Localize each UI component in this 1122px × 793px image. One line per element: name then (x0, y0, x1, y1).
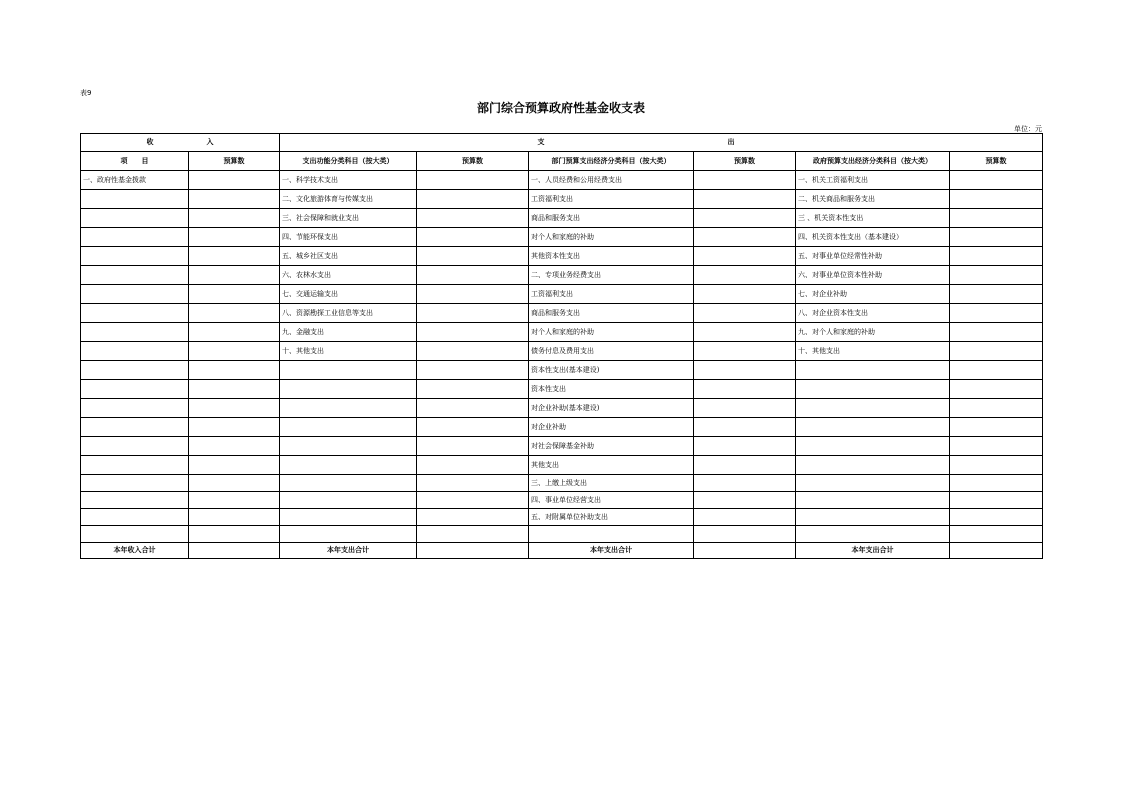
func-class-cell: 五、城乡社区支出 (280, 247, 417, 266)
gov-econ-cell (796, 361, 950, 380)
expense-group-header (280, 134, 1043, 152)
func-budget-cell (417, 171, 529, 190)
dept-budget-cell (694, 526, 796, 543)
gov-econ-cell (796, 526, 950, 543)
col-header-budget-3: 预算数 (694, 152, 796, 171)
func-class-cell: 四、节能环保支出 (280, 228, 417, 247)
dept-econ-cell: 四、事业单位经营支出 (529, 492, 694, 509)
gov-budget-cell (950, 418, 1043, 437)
table-row (81, 418, 1043, 437)
gov-budget-cell (950, 492, 1043, 509)
gov-econ-cell (796, 475, 950, 492)
dept-budget-cell (694, 437, 796, 456)
income-group-header (81, 134, 280, 152)
table-row (81, 380, 1043, 399)
table-row (81, 361, 1043, 380)
col-header-budget-2: 预算数 (417, 152, 529, 171)
dept-econ-cell: 商品和服务支出 (529, 304, 694, 323)
gov-budget-cell (950, 475, 1043, 492)
func-budget-cell (417, 456, 529, 475)
income-item-cell (81, 361, 189, 380)
table-row (81, 209, 1043, 228)
dept-budget-cell (694, 475, 796, 492)
gov-econ-cell (796, 492, 950, 509)
income-budget-cell (189, 190, 280, 209)
func-class-cell: 二、文化旅游体育与传媒支出 (280, 190, 417, 209)
dept-budget-cell (694, 285, 796, 304)
unit-label: 单位：元 (1014, 125, 1042, 133)
gov-budget-cell (950, 342, 1043, 361)
dept-econ-cell (529, 526, 694, 543)
income-total-label: 本年收入合计 (81, 543, 189, 559)
func-class-cell: 七、交通运输支出 (280, 285, 417, 304)
gov-econ-cell: 三 、机关资本性支出 (796, 209, 950, 228)
income-budget-cell (189, 266, 280, 285)
col-header-gov-econ: 政府预算支出经济分类科目（按大类） (796, 152, 950, 171)
func-budget-cell (417, 323, 529, 342)
gov-econ-cell (796, 380, 950, 399)
gov-budget-cell (950, 509, 1043, 526)
gov-total-value (950, 543, 1043, 559)
func-budget-cell (417, 266, 529, 285)
func-class-cell (280, 475, 417, 492)
table-row (81, 456, 1043, 475)
gov-econ-cell: 二、机关商品和服务支出 (796, 190, 950, 209)
func-total-label: 本年支出合计 (280, 543, 417, 559)
dept-budget-cell (694, 456, 796, 475)
expense-group-label-a: 支 (537, 138, 545, 146)
budget-table (80, 133, 1043, 559)
func-class-cell (280, 437, 417, 456)
dept-econ-cell: 资本性支出(基本建设) (529, 361, 694, 380)
dept-econ-cell: 债务付息及费用支出 (529, 342, 694, 361)
income-budget-cell (189, 228, 280, 247)
func-class-cell (280, 492, 417, 509)
income-item-cell (81, 304, 189, 323)
dept-econ-cell: 工资福利支出 (529, 285, 694, 304)
dept-budget-cell (694, 492, 796, 509)
gov-econ-cell: 一、机关工资福利支出 (796, 171, 950, 190)
gov-budget-cell (950, 361, 1043, 380)
gov-budget-cell (950, 285, 1043, 304)
income-item-cell: 一、政府性基金拨款 (81, 171, 189, 190)
func-budget-cell (417, 361, 529, 380)
income-budget-cell (189, 323, 280, 342)
gov-budget-cell (950, 399, 1043, 418)
gov-econ-cell (796, 509, 950, 526)
income-item-cell (81, 509, 189, 526)
table-row (81, 399, 1043, 418)
gov-budget-cell (950, 171, 1043, 190)
func-total-value (417, 543, 529, 559)
func-budget-cell (417, 247, 529, 266)
gov-budget-cell (950, 209, 1043, 228)
table-row (81, 526, 1043, 543)
income-item-cell (81, 209, 189, 228)
gov-econ-cell (796, 456, 950, 475)
income-budget-cell (189, 380, 280, 399)
dept-econ-cell: 一、人员经费和公用经费支出 (529, 171, 694, 190)
income-budget-cell (189, 475, 280, 492)
func-budget-cell (417, 190, 529, 209)
func-class-cell (280, 418, 417, 437)
income-budget-cell (189, 456, 280, 475)
table-row (81, 171, 1043, 190)
gov-budget-cell (950, 304, 1043, 323)
func-class-cell (280, 509, 417, 526)
income-item-cell (81, 190, 189, 209)
dept-budget-cell (694, 190, 796, 209)
dept-total-label: 本年支出合计 (529, 543, 694, 559)
dept-econ-cell: 其他支出 (529, 456, 694, 475)
gov-budget-cell (950, 526, 1043, 543)
dept-budget-cell (694, 342, 796, 361)
income-group-label-b: 入 (206, 138, 214, 146)
gov-econ-cell (796, 437, 950, 456)
dept-econ-cell: 对企业补助 (529, 418, 694, 437)
func-budget-cell (417, 526, 529, 543)
income-budget-cell (189, 361, 280, 380)
income-item-cell (81, 323, 189, 342)
dept-econ-cell: 对社会保障基金补助 (529, 437, 694, 456)
col-header-budget-1: 预算数 (189, 152, 280, 171)
table-row (81, 190, 1043, 209)
income-budget-cell (189, 492, 280, 509)
income-budget-cell (189, 209, 280, 228)
income-item-cell (81, 418, 189, 437)
dept-econ-cell: 对企业补助(基本建设) (529, 399, 694, 418)
gov-budget-cell (950, 266, 1043, 285)
func-budget-cell (417, 437, 529, 456)
gov-budget-cell (950, 323, 1043, 342)
expense-group-label-b: 出 (727, 138, 735, 146)
table-row (81, 247, 1043, 266)
dept-econ-cell: 对个人和家庭的补助 (529, 228, 694, 247)
dept-budget-cell (694, 228, 796, 247)
gov-econ-cell: 八、对企业资本性支出 (796, 304, 950, 323)
dept-budget-cell (694, 304, 796, 323)
gov-budget-cell (950, 437, 1043, 456)
income-item-cell (81, 526, 189, 543)
income-budget-cell (189, 509, 280, 526)
total-row (81, 543, 1043, 559)
income-budget-cell (189, 247, 280, 266)
dept-budget-cell (694, 380, 796, 399)
income-budget-cell (189, 399, 280, 418)
dept-econ-cell: 五、对附属单位补助支出 (529, 509, 694, 526)
func-budget-cell (417, 228, 529, 247)
gov-budget-cell (950, 190, 1043, 209)
income-item-cell (81, 475, 189, 492)
func-budget-cell (417, 304, 529, 323)
func-budget-cell (417, 399, 529, 418)
income-item-cell (81, 266, 189, 285)
income-budget-cell (189, 437, 280, 456)
col-header-dept-econ: 部门预算支出经济分类科目（按大类） (529, 152, 694, 171)
dept-econ-cell: 二、专项业务经费支出 (529, 266, 694, 285)
func-class-cell: 六、农林水支出 (280, 266, 417, 285)
dept-budget-cell (694, 361, 796, 380)
col-header-item: 项 目 (81, 152, 189, 171)
column-header-row (81, 152, 1043, 171)
gov-budget-cell (950, 380, 1043, 399)
func-class-cell: 八、资源勘探工业信息等支出 (280, 304, 417, 323)
func-class-cell: 三、社会保障和就业支出 (280, 209, 417, 228)
table-row (81, 437, 1043, 456)
income-budget-cell (189, 342, 280, 361)
income-item-cell (81, 437, 189, 456)
func-budget-cell (417, 285, 529, 304)
table-row (81, 266, 1043, 285)
col-header-budget-4: 预算数 (950, 152, 1043, 171)
income-item-cell (81, 247, 189, 266)
gov-econ-cell: 五、对事业单位经常性补助 (796, 247, 950, 266)
func-class-cell: 一、科学技术支出 (280, 171, 417, 190)
table-row (81, 323, 1043, 342)
income-total-value (189, 543, 280, 559)
dept-budget-cell (694, 247, 796, 266)
dept-budget-cell (694, 266, 796, 285)
func-class-cell (280, 399, 417, 418)
income-budget-cell (189, 171, 280, 190)
func-budget-cell (417, 492, 529, 509)
income-group-label-a: 收 (146, 138, 154, 146)
gov-total-label: 本年支出合计 (796, 543, 950, 559)
dept-econ-cell: 三、上缴上级支出 (529, 475, 694, 492)
dept-budget-cell (694, 323, 796, 342)
dept-budget-cell (694, 399, 796, 418)
dept-budget-cell (694, 171, 796, 190)
gov-econ-cell (796, 418, 950, 437)
table-row (81, 228, 1043, 247)
income-item-cell (81, 285, 189, 304)
gov-econ-cell: 十、其他支出 (796, 342, 950, 361)
income-item-cell (81, 456, 189, 475)
col-header-func-class: 支出功能分类科目（按大类） (280, 152, 417, 171)
table-row (81, 492, 1043, 509)
func-budget-cell (417, 418, 529, 437)
income-budget-cell (189, 304, 280, 323)
income-item-cell (81, 492, 189, 509)
income-item-cell (81, 399, 189, 418)
dept-budget-cell (694, 418, 796, 437)
table-row (81, 285, 1043, 304)
func-budget-cell (417, 475, 529, 492)
dept-econ-cell: 其他资本性支出 (529, 247, 694, 266)
income-item-cell (81, 342, 189, 361)
group-header-row (81, 134, 1043, 152)
income-item-cell (81, 380, 189, 399)
dept-total-value (694, 543, 796, 559)
table-row (81, 509, 1043, 526)
gov-econ-cell: 九、对个人和家庭的补助 (796, 323, 950, 342)
func-class-cell: 十、其他支出 (280, 342, 417, 361)
gov-budget-cell (950, 228, 1043, 247)
func-budget-cell (417, 342, 529, 361)
table-row (81, 342, 1043, 361)
func-class-cell: 九、金融支出 (280, 323, 417, 342)
dept-econ-cell: 资本性支出 (529, 380, 694, 399)
gov-econ-cell (796, 399, 950, 418)
dept-econ-cell: 对个人和家庭的补助 (529, 323, 694, 342)
dept-budget-cell (694, 209, 796, 228)
func-budget-cell (417, 380, 529, 399)
dept-econ-cell: 工资福利支出 (529, 190, 694, 209)
gov-budget-cell (950, 247, 1043, 266)
page-title: 部门综合预算政府性基金收支表 (476, 101, 645, 115)
income-budget-cell (189, 418, 280, 437)
func-budget-cell (417, 209, 529, 228)
func-class-cell (280, 380, 417, 399)
gov-econ-cell: 六、对事业单位资本性补助 (796, 266, 950, 285)
func-class-cell (280, 526, 417, 543)
table-row (81, 304, 1043, 323)
func-budget-cell (417, 509, 529, 526)
table-number: 表9 (80, 89, 92, 97)
income-item-cell (81, 228, 189, 247)
dept-budget-cell (694, 509, 796, 526)
gov-budget-cell (950, 456, 1043, 475)
income-budget-cell (189, 526, 280, 543)
dept-econ-cell: 商品和服务支出 (529, 209, 694, 228)
func-class-cell (280, 361, 417, 380)
func-class-cell (280, 456, 417, 475)
gov-econ-cell: 七、对企业补助 (796, 285, 950, 304)
income-budget-cell (189, 285, 280, 304)
gov-econ-cell: 四、机关资本性支出（基本建设） (796, 228, 950, 247)
table-row (81, 475, 1043, 492)
